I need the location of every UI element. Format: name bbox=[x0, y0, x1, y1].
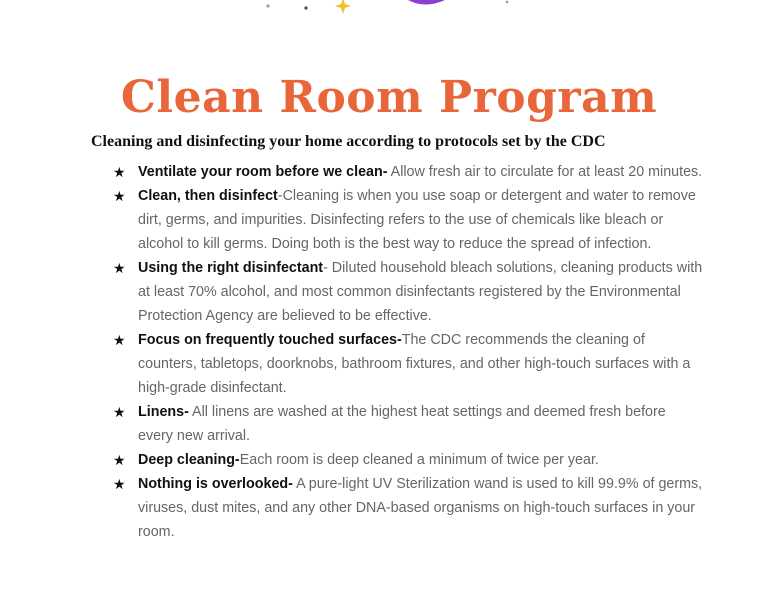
item-lead: Linens- bbox=[138, 404, 189, 420]
item-body: The CDC recommends the cleaning of counters, tabletops, doorknobs, bathroom fixtures, and other high-touch surfaces with a high-grade disinfectant. bbox=[138, 332, 691, 396]
item-body: A pure-light UV Sterilization wand is used to kill 99.9% of germs, viruses, dust mites, and any other DNA-based organisms on high-touch surfaces in your room. bbox=[138, 476, 703, 540]
star-icon: ★ bbox=[113, 164, 126, 180]
decorative-dot bbox=[304, 6, 307, 9]
decorative-dot bbox=[506, 1, 509, 4]
star-icon: ★ bbox=[113, 188, 126, 204]
item-lead: Using the right disinfectant bbox=[138, 260, 324, 276]
star-icon: ★ bbox=[113, 404, 126, 420]
list-item bbox=[113, 184, 703, 256]
decorative-arc bbox=[408, 0, 445, 5]
list-item bbox=[113, 160, 703, 184]
star-icon: ★ bbox=[113, 332, 126, 348]
item-body: Each room is deep cleaned a minimum of twice per year. bbox=[239, 452, 599, 468]
list-item bbox=[113, 256, 703, 328]
sparkle-icon bbox=[335, 0, 351, 14]
decorative-header-graphic bbox=[0, 0, 778, 20]
item-body: Allow fresh air to circulate for at least 20 minutes. bbox=[387, 164, 703, 180]
item-lead: Deep cleaning- bbox=[138, 452, 240, 468]
item-lead: Focus on frequently touched surfaces- bbox=[138, 332, 402, 348]
item-body: -Cleaning is when you use soap or detergent and water to remove dirt, germs, and impurities. Disinfecting refers to the use of chemicals like bleach or alcohol to kill germs. Doing both is the best way to reduce the spread of infection. bbox=[138, 188, 696, 252]
star-icon: ★ bbox=[113, 452, 126, 468]
item-lead: Nothing is overlooked- bbox=[138, 476, 293, 492]
item-lead: Clean, then disinfect bbox=[138, 188, 278, 204]
list-item bbox=[113, 472, 703, 544]
item-body: All linens are washed at the highest heat settings and deemed fresh before every new arrival. bbox=[138, 404, 666, 444]
protocol-list bbox=[113, 160, 703, 544]
page-title: Clean Room Program bbox=[120, 72, 658, 123]
star-icon: ★ bbox=[113, 260, 126, 276]
item-lead: Ventilate your room before we clean- bbox=[138, 164, 388, 180]
page-subtitle: Cleaning and disinfecting your home according to protocols set by the CDC bbox=[91, 133, 606, 150]
list-item bbox=[113, 400, 703, 448]
item-body: - Diluted household bleach solutions, cleaning products with at least 70% alcohol, and most common disinfectants registered by the Environmental Protection Agency are believed to be effective. bbox=[138, 260, 703, 324]
list-item bbox=[113, 328, 703, 400]
decorative-dot bbox=[266, 4, 269, 7]
star-icon: ★ bbox=[113, 476, 126, 492]
list-item bbox=[113, 448, 703, 472]
